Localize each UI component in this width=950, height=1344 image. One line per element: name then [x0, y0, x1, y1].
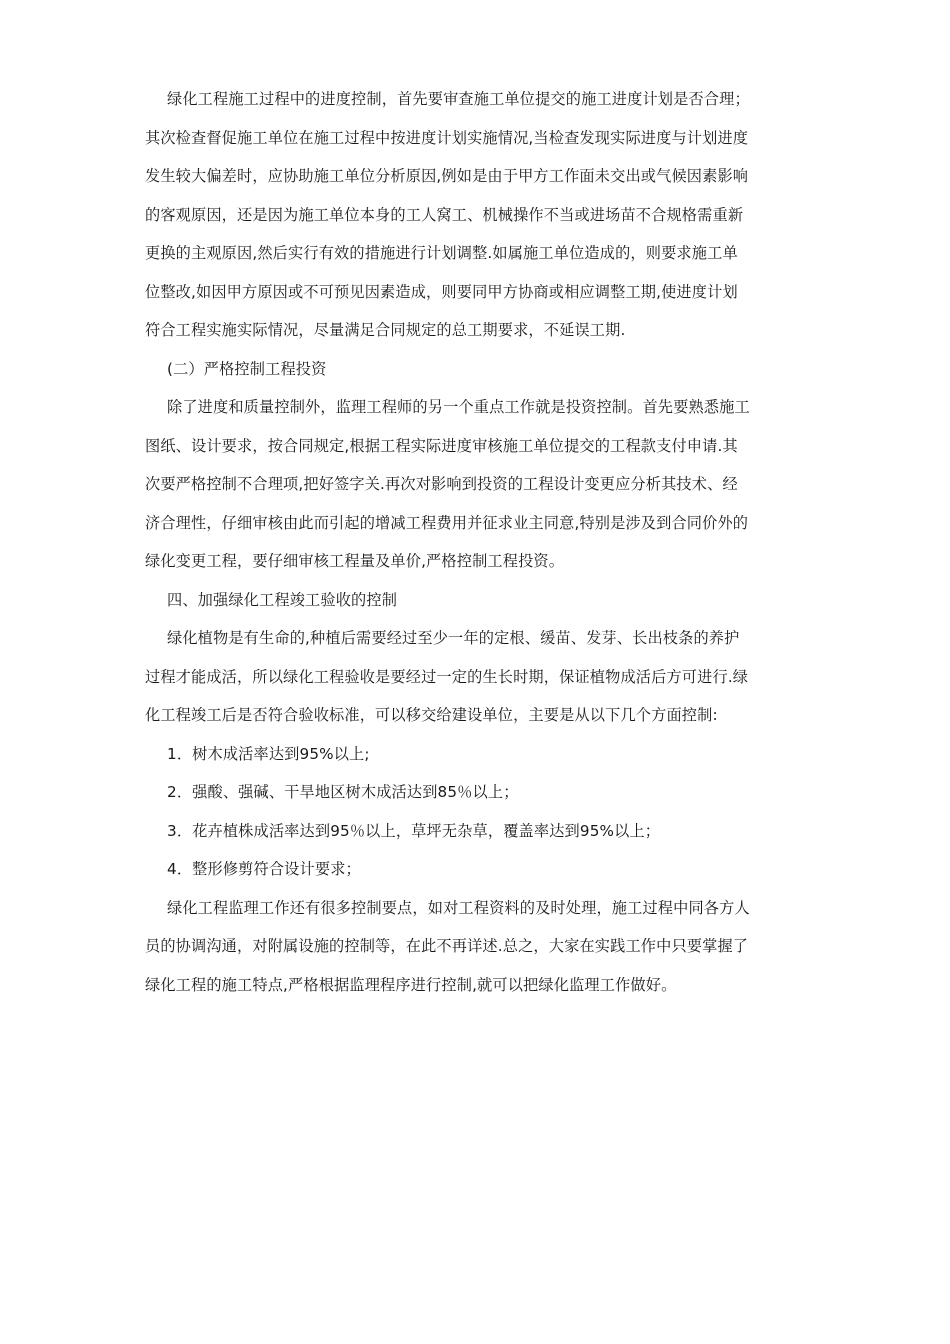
text-line: 其次检查督促施工单位在施工过程中按进度计划实施情况,当检查发现实际进度与计划进度 — [145, 128, 749, 147]
text-line: 绿化植物是有生命的,种植后需要经过至少一年的定根、缓苗、发芽、长出枝条的养护 — [167, 629, 740, 647]
text-line: 的客观原因，还是因为施工单位本身的工人窝工、机械操作不当或进场苗不合规格需重新 — [145, 205, 744, 224]
text-line: 过程才能成活，所以绿化工程验收是要经过一定的生长时期，保证植物成活后方可进行.绿 — [145, 667, 749, 686]
text-line: 绿化工程施工过程中的进度控制，首先要审查施工单位提交的施工进度计划是否合理； — [167, 90, 750, 108]
section-heading-investment: (二）严格控制工程投资 — [167, 359, 327, 378]
paragraph-investment-control — [145, 388, 810, 581]
text-line: 济合理性，仔细审核由此而引起的增减工程费用并征求业主同意,特别是涉及到合同价外的 — [145, 513, 749, 532]
paragraph-acceptance-intro — [145, 619, 810, 735]
text-line: 员的协调沟通，对附属设施的控制等，在此不再详述.总之，大家在实践工作中只要掌握了 — [145, 937, 749, 955]
paragraph-conclusion — [145, 889, 810, 1005]
list-item: 4．整形修剪符合设计要求； — [167, 860, 361, 878]
text-line: 符合工程实施实际情况，尽量满足合同规定的总工期要求，不延误工期. — [145, 321, 626, 339]
text-line: 次要严格控制不合理项,把好签字关.再次对影响到投资的工程设计变更应分析其技术、经 — [145, 475, 738, 493]
text-line: 绿化工程的施工特点,严格根据监理程序进行控制,就可以把绿化监理工作做好。 — [145, 975, 677, 994]
text-line: 图纸、设计要求，按合同规定,根据工程实际进度审核施工单位提交的工程款支付申请.其 — [145, 436, 738, 455]
text-line: 发生较大偏差时，应协助施工单位分析原因,例如是由于甲方工作面未交出或气候因素影响 — [145, 167, 749, 185]
text-line: 绿化工程监理工作还有很多控制要点，如对工程资料的及时处理，施工过程中同各方人 — [167, 898, 750, 917]
list-item: 3．花卉植株成活率达到95％以上，草坪无杂草，覆盖率达到95%以上； — [167, 821, 661, 840]
section-heading-acceptance: 四、加强绿化工程竣工验收的控制 — [167, 590, 398, 609]
acceptance-criteria-list — [145, 735, 810, 889]
text-line: 更换的主观原因,然后实行有效的措施进行计划调整.如属施工单位造成的，则要求施工单 — [145, 244, 738, 262]
list-item: 2．强酸、强碱、干旱地区树木成活达到85％以上； — [167, 783, 519, 801]
text-line: 除了进度和质量控制外，监理工程师的另一个重点工作就是投资控制。首先要熟悉施工 — [167, 398, 750, 416]
text-line: 位整改,如因甲方原因或不可预见因素造成，则要同甲方协商或相应调整工期,使进度计划 — [145, 282, 738, 301]
text-line: 绿化变更工程，要仔细审核工程量及单价,严格控制工程投资。 — [145, 552, 565, 570]
paragraph-schedule-control — [145, 80, 810, 350]
text-line: 化工程竣工后是否符合验收标准，可以移交给建设单位，主要是从以下几个方面控制: — [145, 706, 718, 724]
list-item: 1．树木成活率达到95%以上; — [167, 744, 370, 763]
document-page — [145, 80, 810, 1004]
